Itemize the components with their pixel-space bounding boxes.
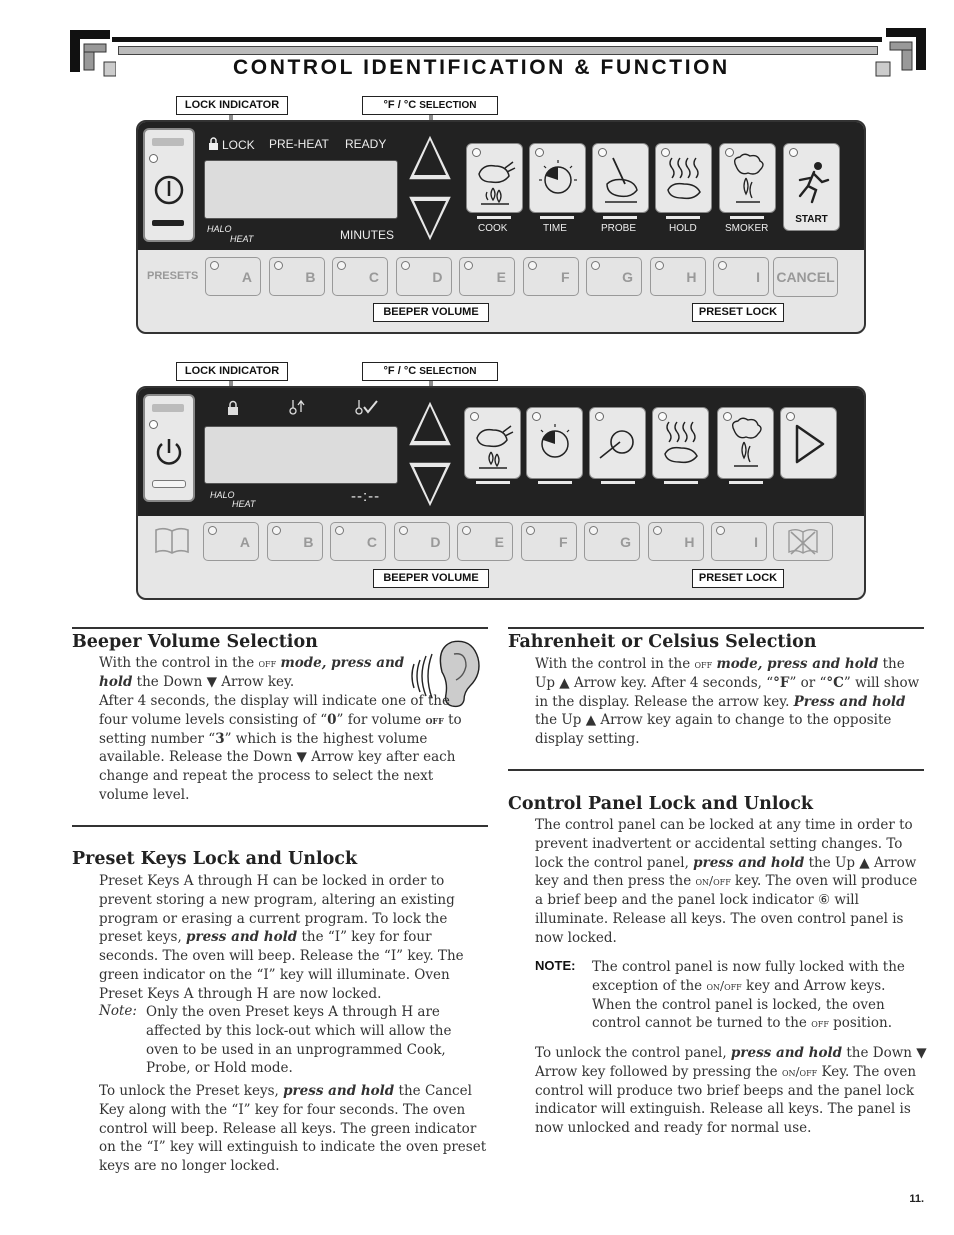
off: off [811,1016,829,1031]
page-title: CONTROL IDENTIFICATION & FUNCTION [233,56,730,79]
em-text: press and hold [283,1083,395,1099]
preset-key-e[interactable] [459,257,515,296]
onoff: on/off [706,978,742,993]
onoff: on/off [781,1064,818,1079]
thermometer-up-icon [288,398,308,416]
callout-lock-indicator-1 [176,96,288,115]
preheat-indicator: PRE-HEAT [269,137,329,151]
preset-key-c[interactable] [330,522,386,561]
probe-bar-2 [601,481,635,484]
minutes-label: MINUTES [340,228,394,242]
preset-key-label: A [241,268,252,285]
preset-key-e[interactable] [457,522,513,561]
smoker-key-2[interactable] [717,407,774,479]
preset-key-label: G [620,533,631,550]
preset-key-label: F [558,533,568,550]
preset-key-c[interactable] [332,257,388,296]
hold-icon [662,154,706,206]
smoker-key[interactable] [719,143,776,213]
running-person-icon [794,160,830,204]
callout-text-small: SELECTION [419,366,477,377]
preset-key-label: C [368,268,379,285]
arrow-keys-1 [404,128,456,246]
callout-lock-indicator-2 [176,362,288,381]
callout-preset-lock-2 [692,569,784,588]
start-key[interactable] [783,143,840,231]
preset-key-d[interactable] [396,257,452,296]
callout-preset-lock-1 [692,303,784,322]
callout-beeper-volume-2 [373,569,489,588]
smoker-label: SMOKER [725,223,769,234]
callout-text: °F / °C [383,99,417,111]
brand-heat-2: HEAT [232,499,256,509]
callout-text: BEEPER VOLUME [383,306,479,318]
preset-key-f[interactable] [521,522,577,561]
preset-key-label: C [366,533,377,550]
lock-heading: Control Panel Lock and Unlock [508,794,813,814]
start-label: START [795,214,828,225]
onoff: on/off [695,874,731,889]
preset-led [718,261,727,270]
hold-icon [659,418,703,470]
preset-key-i[interactable] [711,522,767,561]
preset-key-f[interactable] [523,257,579,296]
recipe-book-icon [153,526,191,556]
time-display: --:-- [351,488,381,505]
preset-key-label: A [239,533,250,550]
cook-bar [477,216,511,219]
timer-icon [538,156,578,200]
preset-led [464,261,473,270]
lock-para-2: To unlock the control panel, press and hold the Down ▼ Arrow key followed by pressing the on/off Key. The oven control will produce two brief beeps and the panel lock indicator will extinguish. Release all keys. The panel is now unlocked and ready for normal use. [535,1045,927,1137]
callout-text: LOCK INDICATOR [184,99,280,111]
hold-label: HOLD [669,223,697,234]
callout-fc-selection-2 [362,362,498,381]
cancel-key[interactable] [773,257,838,297]
preset-led [208,526,217,535]
fc-para: With the control in the off mode, press and hold the Up ▲ Arrow key. After 4 seconds, “°F” or “°C” will show in the display. Release the arrow key. Press and hold the Up ▲ Arrow key again to change to the opposite display setting. [535,656,920,748]
lcd-display-2 [204,426,398,484]
thermometer-check-icon [354,398,380,416]
preset-led [653,526,662,535]
hold-key[interactable] [655,143,712,213]
cancel-label: CANCEL [776,269,835,285]
fc-heading: Fahrenheit or Celsius Selection [508,632,817,652]
callout-text: BEEPER VOLUME [383,572,479,584]
cook-icon [473,154,517,206]
preset-key-label: E [496,268,506,285]
preset-heading: Preset Keys Lock and Unlock [72,849,358,869]
probe-label: PROBE [601,223,637,234]
preset-key-label: G [622,268,633,285]
beeper-off-1: off [258,656,277,670]
lock-icon [208,137,220,151]
callout-text: °F / °C [383,365,417,377]
smoker-icon [726,152,770,206]
em-text: mode, press and hold [99,655,405,690]
em-text: press and hold [730,1045,843,1061]
power-switch-2[interactable] [143,394,195,502]
preset-note-label: Note: [99,1003,137,1019]
preset-key-label: E [494,533,504,550]
smoker-bar-2 [729,481,763,484]
preset-key-a[interactable] [205,257,261,296]
probe-key-2[interactable] [589,407,646,479]
probe-icon [599,154,643,206]
preset-key-h[interactable] [648,522,704,561]
callout-text: PRESET LOCK [698,572,778,584]
ready-indicator: READY [345,137,387,151]
cook-bar-2 [476,481,510,484]
preset-led [337,261,346,270]
hold-bar-2 [664,481,698,484]
time-bar-2 [538,481,572,484]
time-label: TIME [543,223,567,234]
probe-icon [596,422,640,462]
em-text: mode, press and hold [716,656,879,672]
time-key-2[interactable] [526,407,583,479]
brand-halo: HALO [207,224,232,234]
presets-label: PRESETS [147,270,199,282]
preset-key-label: B [303,533,314,550]
cook-label: COOK [478,223,508,234]
preset-key-label: I [756,268,760,285]
power-icon [151,172,187,208]
section-rule [508,627,924,629]
section-rule [508,769,924,771]
preset-para-2: To unlock the Preset keys, press and hold the Cancel Key along with the “I” key for four seconds. The oven control will beep. Release all keys. The green indicator on the “I” key will extinguish to indicate the oven preset keys are no longer locked. [99,1083,487,1175]
preset-led [272,526,281,535]
beeper-para-b: After 4 seconds, the display will indicate one of the four volume levels consisting of “0” for volume off to setting number “3” which is the highest volume available. Release the Down ▼ Arrow key after each change and repeat the process to select the next volume level. [99,693,462,803]
power-switch[interactable] [143,128,195,242]
cook-key[interactable] [466,143,523,213]
preset-key-label: D [430,533,441,550]
smoker-bar [730,216,764,219]
em-text: press and hold [186,929,298,946]
brand-halo-2: HALO [210,490,235,500]
lock-note-label: NOTE: [535,958,576,973]
preset-key-label: D [432,268,443,285]
preset-key-i[interactable] [713,257,769,296]
section-rule [72,627,488,629]
callout-text: LOCK INDICATOR [184,365,280,377]
preset-led [716,526,725,535]
fc-off: off [694,657,713,671]
lock-indicator: LOCK [222,138,255,152]
hold-key-2[interactable] [652,407,709,479]
smoker-icon [724,416,768,470]
preset-key-h[interactable] [650,257,706,296]
beeper-heading: Beeper Volume Selection [72,632,318,652]
preset-led [274,261,283,270]
preset-led [591,261,600,270]
callout-text: PRESET LOCK [698,306,778,318]
preset-key-g[interactable] [584,522,640,561]
page-number: 11. [909,1193,924,1205]
preset-led [210,261,219,270]
preset-led [399,526,408,535]
preset-key-label: H [684,533,695,550]
start-key-2[interactable] [780,407,837,479]
preset-led [526,526,535,535]
arrow-keys-2 [404,394,456,512]
lcd-display-1 [204,160,398,219]
lock-para: The control panel can be locked at any time in order to prevent inadvertent or accidental setting changes. To lock the control panel, press and hold the Up ▲ Arrow key and then press the on/off key. The oven will produce a brief beep and the panel lock indicator ⑥ will illuminate. Release all keys. The oven control panel is now locked. [535,817,918,946]
probe-bar [603,216,637,219]
preset-key-d[interactable] [394,522,450,561]
preset-key-label: H [686,268,697,285]
time-bar [540,216,574,219]
preset-para: Preset Keys A through H can be locked in order to prevent storing a new program, altering an existing program or erasing a current program. To lock the preset keys, press and hold the “I” key for four seconds. The oven will beep. Release the “I” key. The green indicator on the “I” key will illuminate. Oven Preset Keys A through H are now locked. [99,873,464,1002]
preset-led [401,261,410,270]
probe-key[interactable] [592,143,649,213]
cancel-icon [783,526,823,558]
em-text: Press and hold [793,693,906,710]
em-text: press and hold [693,854,805,871]
preset-led [462,526,471,535]
preset-note: Only the oven Preset keys A through H are affected by this lock-out which will allow the oven to be used in an unprogrammed Cook, Probe, or Hold mode. [146,1004,452,1077]
preset-led [528,261,537,270]
preset-key-a[interactable] [203,522,259,561]
preset-key-b[interactable] [267,522,323,561]
power-icon [151,434,187,470]
preset-key-label: F [560,268,570,285]
lock-icon-2 [226,400,240,416]
callout-fc-selection-1 [362,96,498,115]
play-icon [793,424,827,464]
lock-note: The control panel is now fully locked with the exception of the on/off key and Arrow keys. When the control panel is locked, the oven control cannot be turned to the off position. [592,959,905,1032]
preset-key-label: B [305,268,316,285]
cancel-key-2[interactable] [773,522,833,561]
preset-key-label: I [754,533,758,550]
time-key[interactable] [529,143,586,213]
callout-text-small: SELECTION [419,100,477,111]
timer-icon [535,420,575,464]
preset-led [655,261,664,270]
preset-led [335,526,344,535]
cook-key-2[interactable] [464,407,521,479]
brand-heat: HEAT [230,234,254,244]
callout-beeper-volume-1 [373,303,489,322]
preset-led [589,526,598,535]
cook-icon [471,418,515,470]
section-rule [72,825,488,827]
beeper-off-2: off [425,712,444,727]
preset-key-b[interactable] [269,257,325,296]
hold-bar [666,216,700,219]
beeper-para-a: With the control in the off mode, press and hold the Down ▼ Arrow key. [99,655,405,690]
preset-key-g[interactable] [586,257,642,296]
